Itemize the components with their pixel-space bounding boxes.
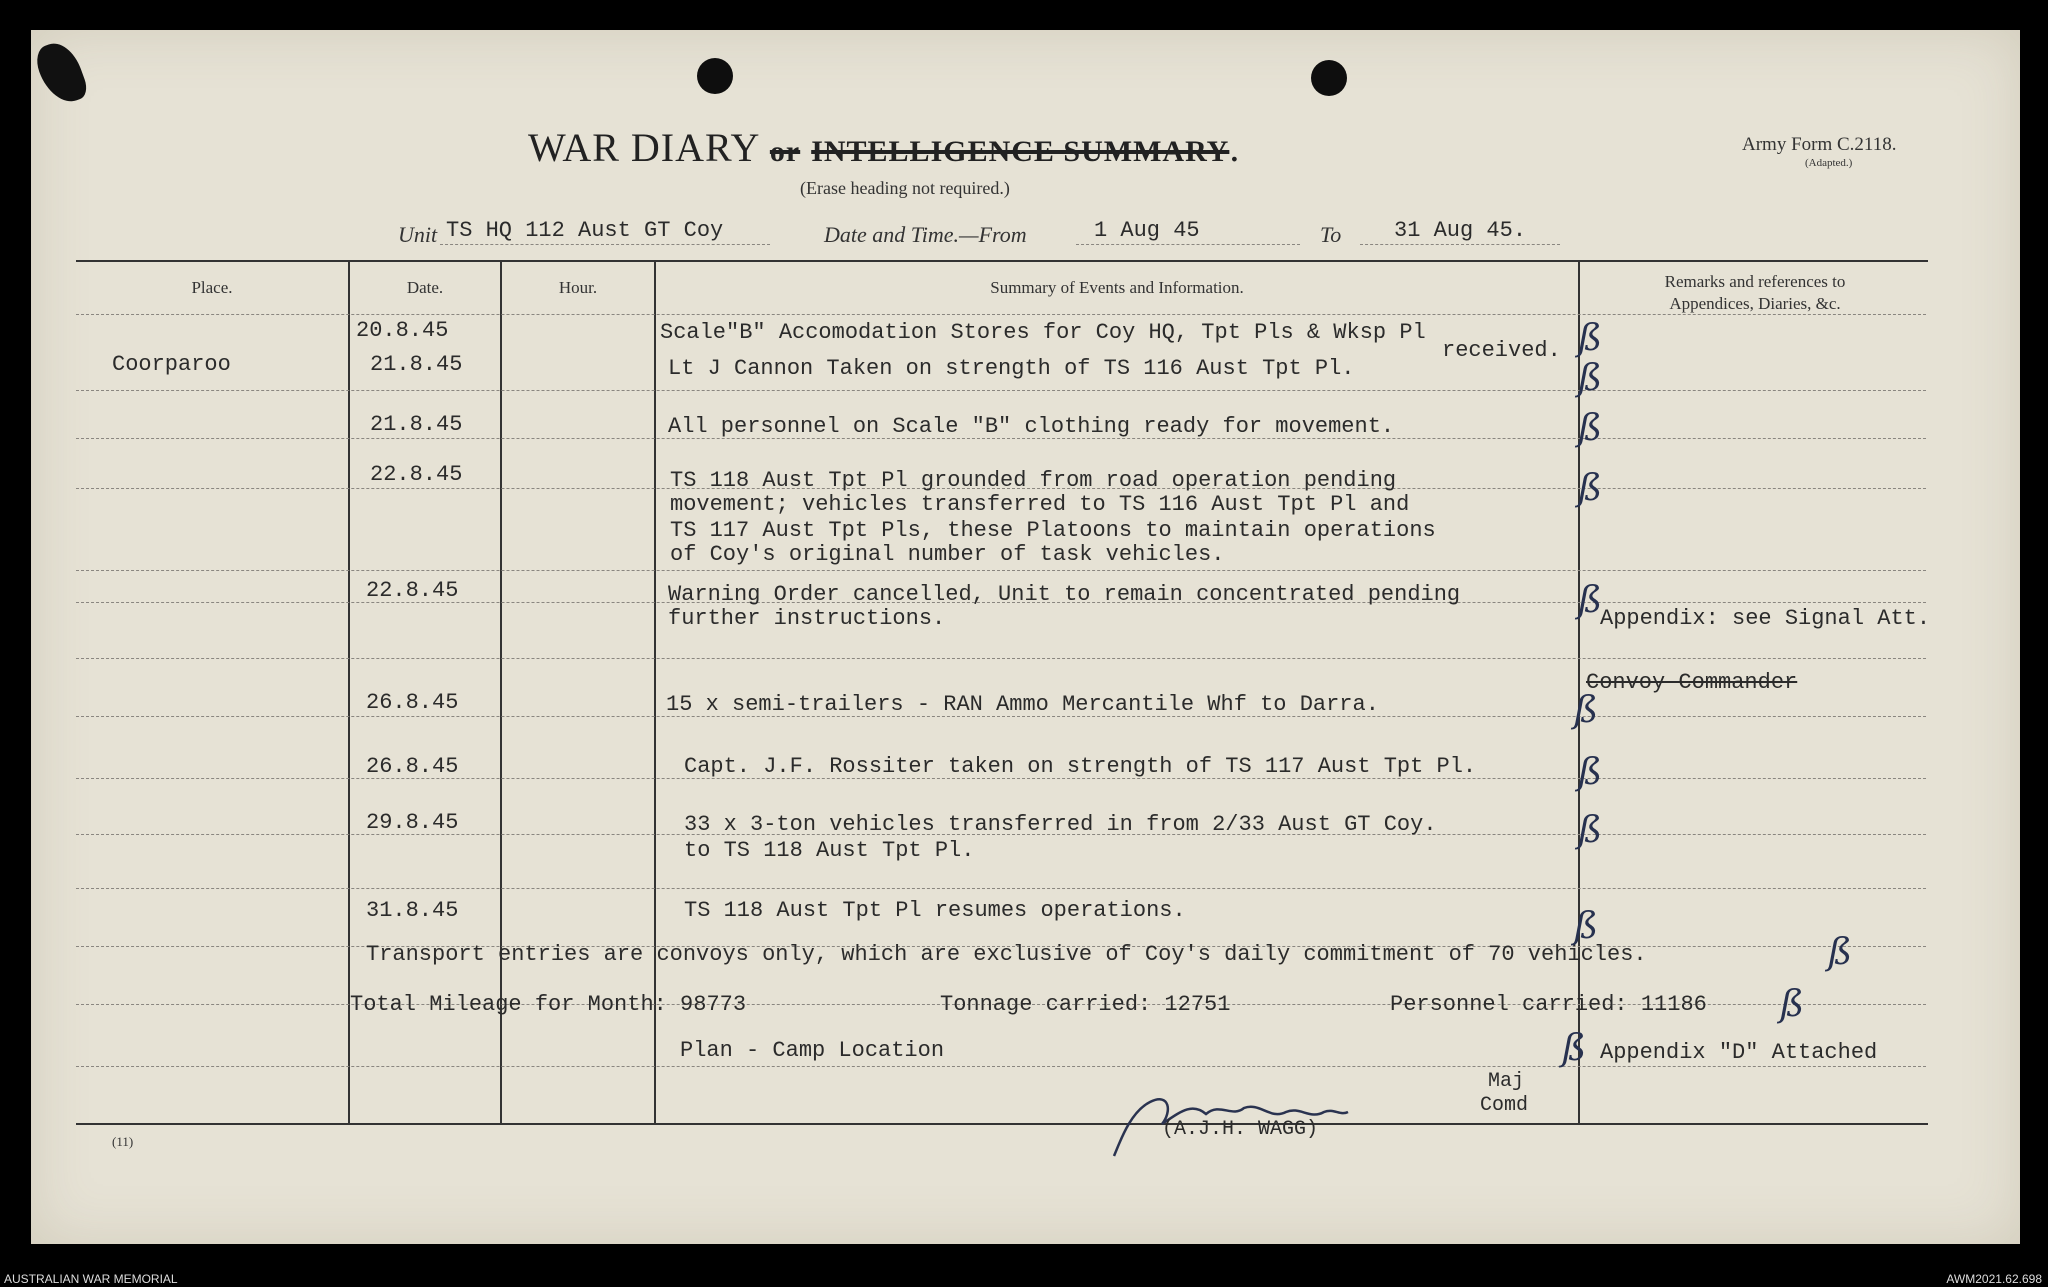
entry-date: 22.8.45 (370, 462, 463, 487)
entry-date: 31.8.45 (366, 898, 459, 923)
initial-mark: ß (1780, 984, 1805, 1025)
col-header-summary: Summary of Events and Information. (990, 278, 1244, 297)
entry-text: Scale"B" Accomodation Stores for Coy HQ, Tpt Pls & Wksp Pl (660, 320, 1426, 345)
entry-remarks: Appendix: see Signal Att. (1600, 606, 1931, 631)
entry-date: 22.8.45 (366, 578, 459, 603)
erase-note: (Erase heading not required.) (800, 178, 1010, 198)
entry-text: Warning Order cancelled, Unit to remain concentrated pending (668, 582, 1461, 607)
entry-text: received. (1442, 338, 1561, 363)
unit-value: TS HQ 112 Aust GT Coy (446, 218, 724, 243)
personnel-total: Personnel carried: 11186 (1390, 992, 1707, 1017)
entry-date: 21.8.45 (370, 352, 463, 377)
transport-note: Transport entries are convoys only, which are exclusive of Coy's daily commitment of 70 vehicles. (366, 942, 1647, 967)
page-title: WAR DIARY or INTELLIGENCE SUMMARY. (528, 125, 1241, 170)
punch-hole (697, 58, 733, 94)
to-label: To (1320, 222, 1342, 247)
archive-reference: AWM2021.62.698 (1946, 1272, 2042, 1286)
initial-mark: ß (1578, 752, 1603, 793)
torn-corner (32, 37, 91, 109)
initial-mark: ß (1828, 932, 1853, 973)
signatory-name: (A.J.H. WAGG) (1162, 1118, 1319, 1141)
unit-label: Unit (398, 222, 438, 247)
mileage-total: Total Mileage for Month: 98773 (350, 992, 747, 1017)
entry-text: TS 117 Aust Tpt Pls, these Platoons to maintain operations (670, 518, 1436, 543)
adapted-label: (Adapted.) (1805, 157, 1853, 169)
entry-date: 20.8.45 (356, 318, 449, 343)
table-top-rule (76, 260, 1928, 262)
entry-date: 29.8.45 (366, 810, 459, 835)
entry-text: of Coy's original number of task vehicles. (670, 542, 1225, 567)
initial-mark: ß (1578, 580, 1603, 621)
initial-mark: ß (1574, 906, 1599, 947)
col-header-date: Date. (406, 278, 444, 297)
entry-text: 15 x semi-trailers - RAN Ammo Mercantile Whf to Darra. (666, 692, 1379, 717)
initial-mark: ß (1578, 408, 1603, 449)
signatory-role: Comd (1480, 1094, 1529, 1117)
entry-text: to TS 118 Aust Tpt Pl. (684, 838, 975, 863)
entry-date: 26.8.45 (366, 754, 459, 779)
entry-text: further instructions. (668, 606, 946, 631)
entry-text: All personnel on Scale "B" clothing ready for movement. (668, 414, 1395, 439)
initial-mark: ß (1578, 810, 1603, 851)
tonnage-total: Tonnage carried: 12751 (940, 992, 1231, 1017)
entry-remarks: Convoy Commander (1586, 670, 1798, 695)
entry-place: Coorparoo (112, 352, 231, 377)
entry-text: Capt. J.F. Rossiter taken on strength of TS 117 Aust Tpt Pl. (684, 754, 1477, 779)
initial-mark: ß (1578, 318, 1603, 359)
table-bottom-rule (76, 1123, 1928, 1125)
col-header-hour: Hour. (558, 278, 598, 297)
entry-date: 21.8.45 (370, 412, 463, 437)
signatory-rank: Maj (1488, 1070, 1525, 1093)
plan-entry: Plan - Camp Location (680, 1038, 945, 1063)
col-header-remarks-2: Appendices, Diaries, &c. (1669, 294, 1841, 313)
entry-text: 33 x 3-ton vehicles transferred in from 2/33 Aust GT Coy. (684, 812, 1437, 837)
initial-mark: ß (1578, 468, 1603, 509)
from-date: 1 Aug 45 (1094, 218, 1200, 243)
initial-mark: ß (1574, 690, 1599, 731)
entry-text: TS 118 Aust Tpt Pl resumes operations. (684, 898, 1186, 923)
entry-text: Lt J Cannon Taken on strength of TS 116 Aust Tpt Pl. (668, 356, 1355, 381)
initial-mark: ß (1578, 358, 1603, 399)
archive-label: AUSTRALIAN WAR MEMORIAL (4, 1272, 178, 1286)
col-header-place: Place. (191, 278, 233, 297)
handwritten-signature (1110, 1072, 1360, 1162)
col-header-remarks: Remarks and references to (1664, 272, 1846, 291)
to-date: 31 Aug 45. (1394, 218, 1527, 243)
form-number: (11) (112, 1134, 134, 1149)
army-form-label: Army Form C.2118. (1742, 134, 1897, 155)
plan-remarks: Appendix "D" Attached (1600, 1040, 1878, 1065)
entry-date: 26.8.45 (366, 690, 459, 715)
entry-text: movement; vehicles transferred to TS 116 Aust Tpt Pl and (670, 492, 1410, 517)
punch-hole (1311, 60, 1347, 96)
date-label: Date and Time.—From (824, 222, 1027, 247)
initial-mark: ß (1562, 1028, 1587, 1069)
entry-text: TS 118 Aust Tpt Pl grounded from road operation pending (670, 468, 1397, 493)
